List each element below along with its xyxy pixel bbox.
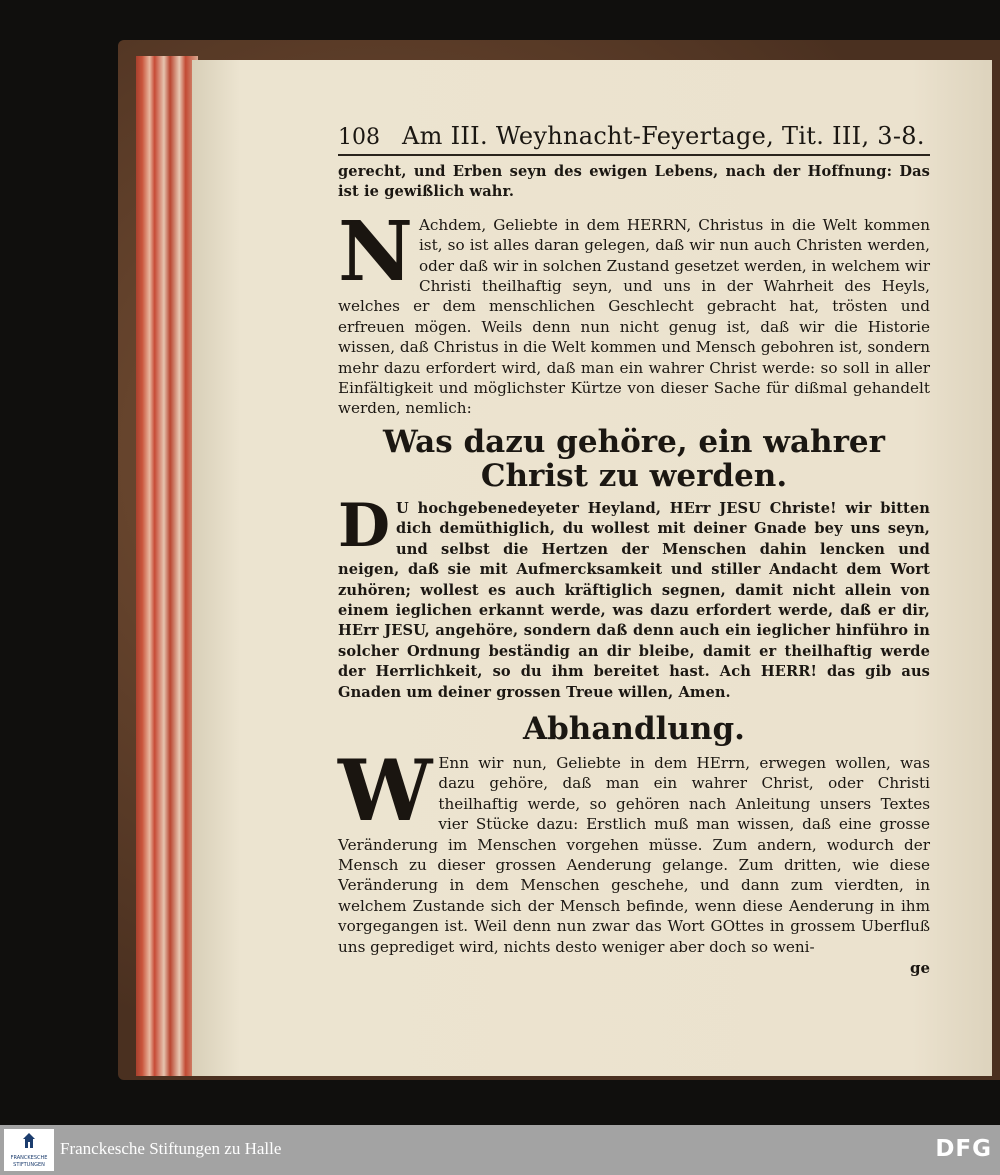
page-edges	[136, 56, 198, 1076]
prayer-text: U hochgebenedeyeter Heyland, HErr JESU Christe! wir bitten dich demüthiglich, du wollest mit deiner Gnade bey uns seyn, und selbst die Hertzen der Menschen dahin lencken und neigen, daß sie mit Aufmercksamkeit und stiller Andacht dem Wort zuhören; wollest es auch kräftiglich segnen, damit nicht allein von einem ieglichen erkannt werde, was dazu erfordert werde, daß er dir, HErr JESU, angehöre, sondern daß denn auch ein ieglicher hinführo in solcher Ordnung beständig an dir bleibe, damit er theilhaftig werde der Herrlichkeit, so du ihm bereitet hast. Ach HERR! das gib aus Gnaden um deiner grossen Treue willen, Amen.	[338, 499, 930, 701]
viewer-footer	[0, 1125, 1000, 1175]
running-header	[338, 122, 930, 156]
building-icon	[22, 1133, 36, 1149]
logo-text-line1: FRANCKESCHE	[10, 1155, 48, 1161]
logo-text-line2: STIFTUNGEN	[13, 1162, 45, 1168]
section-heading-abhandlung: Abhandlung.	[523, 710, 745, 747]
paragraph-text: Achdem, Geliebte in dem HERRN, Christus in die Welt kommen ist, so ist alles daran gelegen, daß wir nun auch Christen werden, oder daß wir in solchen Zustand gesetzet werden, in welchem wir Christi theilhaftig seyn, und uns in der Wahrheit des Heyls, welches er dem menschlichen Geschlecht gebracht hat, trösten und erfreuen mögen. Weils denn nun nicht genug ist, daß wir die Historie wissen, daß Christus in die Welt kommen und Mensch gebohren ist, sondern mehr dazu erfordert wird, daß man ein wahrer Christ werde: so soll in aller Einfältigkeit und möglichster Kürtze von dieser Sache für dißmal gehandelt werden, nemlich:	[338, 215, 930, 418]
top-paragraph: gerecht, und Erben seyn des ewigen Lebens, nach der Hoffnung: Das ist ie gewißlich wahr.	[338, 163, 930, 201]
opening-paragraph	[338, 203, 930, 419]
abhandlung-paragraph	[338, 740, 930, 957]
section-heading: Was dazu gehöre, ein wahrer Christ zu werden.	[383, 423, 885, 494]
page-number: 108	[338, 125, 380, 150]
dfg-logo[interactable]: DFG	[935, 1136, 992, 1162]
franckesche-logo[interactable]	[4, 1129, 54, 1171]
paragraph-text: Enn wir nun, Geliebte in dem HErrn, erwegen wollen, was dazu gehöre, daß man ein wahrer Christ, oder Christi theilhaftig werde, so gehören nach Anleitung unsers Textes vier Stücke dazu: Erstlich muß man wissen, daß eine grosse Veränderung im Menschen vorgehen müsse. Zum andern, wodurch der Mensch zu dieser grossen Aenderung gelange. Zum dritten, wie diese Veränderung in dem Menschen geschehe, und dann zum vierdten, in welchem Zustande sich der Mensch befinde, wenn diese Aenderung in ihm vorgegangen ist. Weil denn nun zwar das Wort GOttes in grossem Uberfluß uns geprediget wird, nichts desto weniger aber doch so weni-	[338, 753, 930, 956]
drop-cap-w: W	[338, 740, 433, 840]
prayer-paragraph	[338, 490, 930, 703]
catchword: ge	[909, 959, 930, 977]
drop-cap-d: D	[338, 490, 391, 561]
institution-name: Franckesche Stiftungen zu Halle	[60, 1139, 282, 1158]
running-title: Am III. Weyhnacht-Feyertage, Tit. III, 3-8.	[402, 122, 925, 150]
page-text-block	[338, 122, 930, 977]
book-page	[192, 60, 992, 1076]
drop-cap-n: N	[338, 203, 413, 300]
